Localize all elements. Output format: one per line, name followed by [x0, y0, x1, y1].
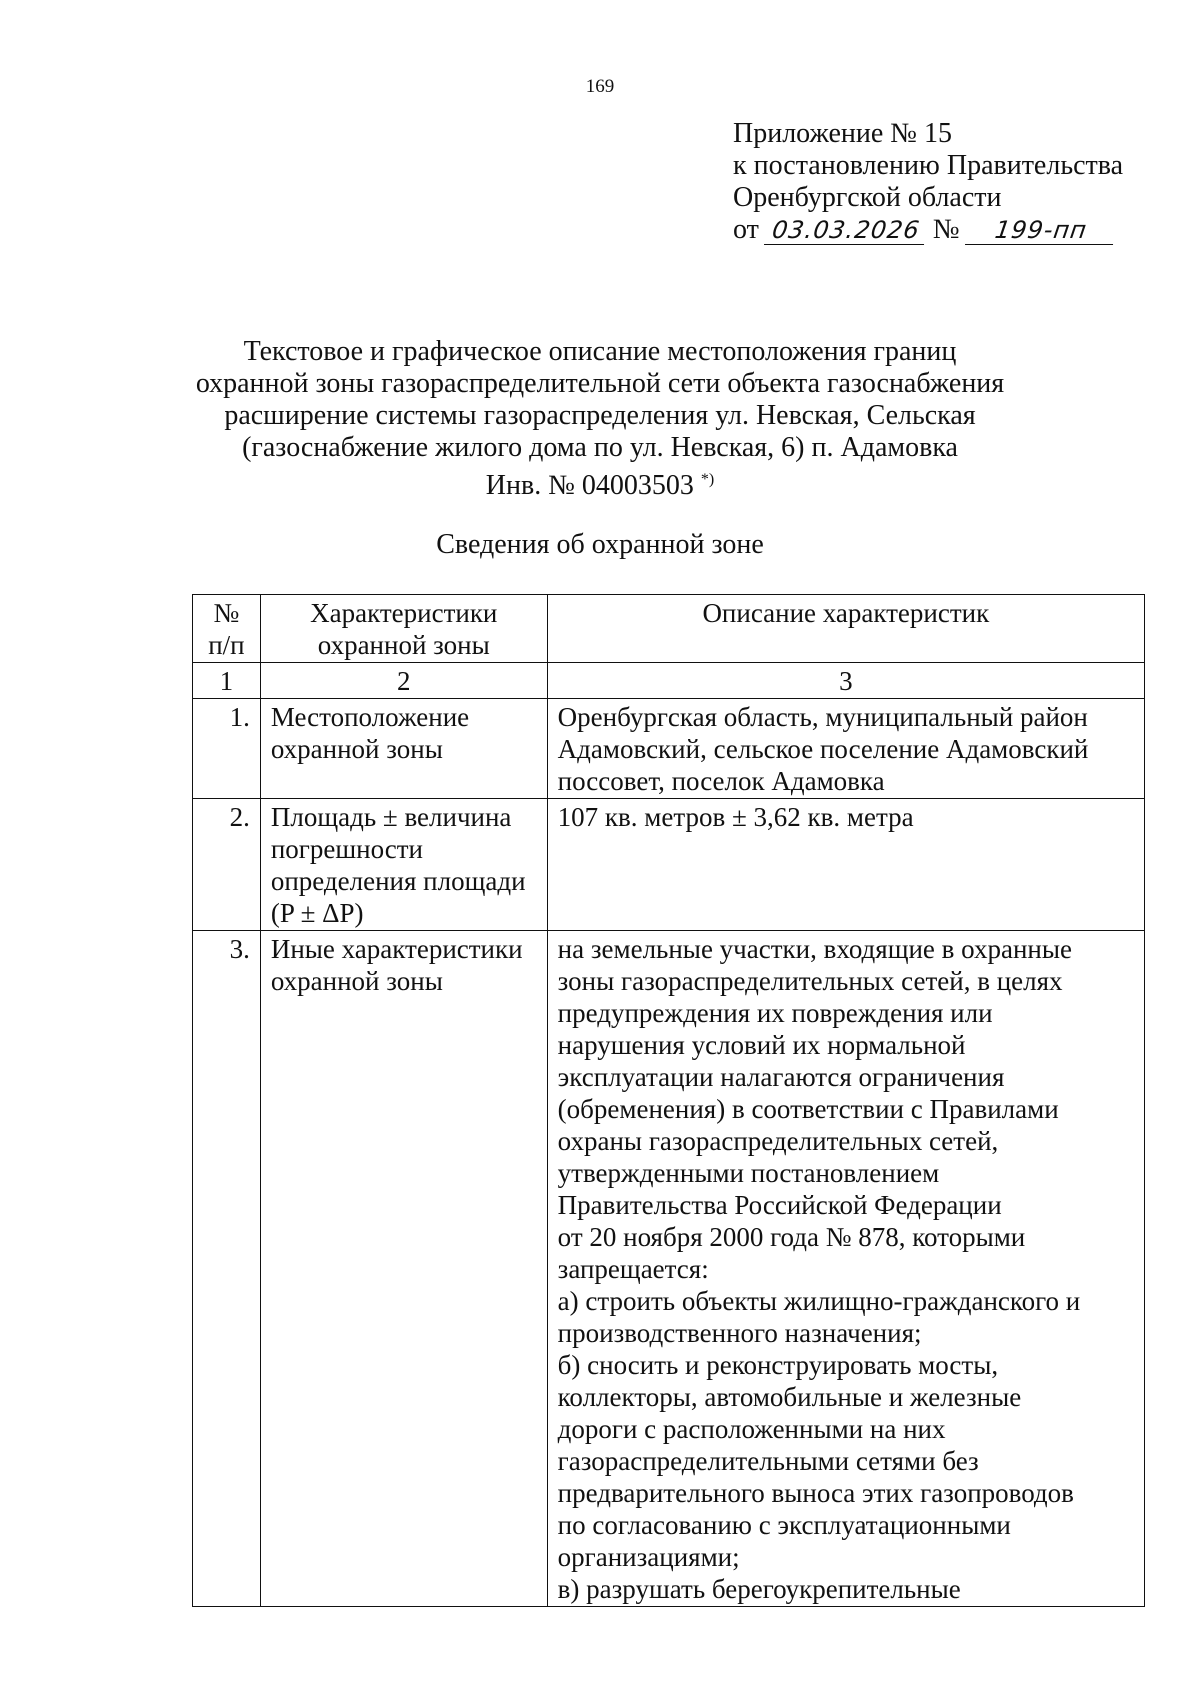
table-row	[193, 699, 1145, 799]
row-number: 1.	[193, 699, 261, 799]
cell-line: охранной зоны	[270, 734, 443, 764]
handwritten-date: 03.03.2026	[764, 216, 928, 245]
row-characteristic	[260, 931, 547, 1607]
column-number-row	[193, 663, 1145, 699]
row-description	[547, 931, 1144, 1607]
title-line-3: расширение системы газораспределения ул. Невская, Сельская	[224, 400, 976, 431]
cell-line: (обременения) в соответствии с Правилами	[557, 1094, 1059, 1124]
cell-line: Площадь ± величина	[270, 802, 512, 832]
cell-line: Правительства Российской Федерации	[557, 1190, 1002, 1220]
cell-line: б) сносить и реконструировать мосты,	[557, 1350, 999, 1380]
row-number: 2.	[193, 799, 261, 931]
cell-line: предупреждения их повреждения или	[557, 998, 993, 1028]
title-line-5	[0, 464, 1200, 502]
appendix-line-2: к постановлению Правительства	[733, 150, 1124, 181]
cell-line: погрешности	[270, 834, 423, 864]
header-text: охранной зоны	[317, 630, 490, 660]
cell-line: (P ± ΔP)	[270, 898, 364, 928]
section-subtitle: Сведения об охранной зоне	[436, 529, 764, 560]
cell-line: утвержденными постановлением	[557, 1158, 940, 1188]
row-description	[547, 699, 1144, 799]
appendix-line-1: Приложение № 15	[733, 118, 952, 149]
column-number: 1	[193, 663, 261, 699]
cell-line: предварительного выноса этих газопроводов	[557, 1478, 1074, 1508]
document-title	[0, 336, 1200, 502]
header-text: Описание характеристик	[702, 598, 990, 628]
title-line-2: охранной зоны газораспределительной сети объекта газоснабжения	[195, 368, 1005, 399]
cell-line: организациями;	[557, 1542, 740, 1572]
cell-line: Иные характеристики	[270, 934, 523, 964]
cell-line: Адамовский, сельское поселение Адамовский	[557, 734, 1089, 764]
cell-line: в) разрушать берегоукрепительные	[557, 1574, 961, 1604]
cell-line: охранной зоны	[270, 966, 443, 996]
column-number: 2	[260, 663, 547, 699]
row-description	[547, 799, 1144, 931]
inventory-number: Инв. № 04003503	[485, 470, 694, 501]
cell-line: зоны газораспределительных сетей, в целях	[557, 966, 1063, 996]
cell-line: газораспределительными сетями без	[557, 1446, 979, 1476]
cell-line: охраны газораспределительных сетей,	[557, 1126, 999, 1156]
cell-line: поссовет, поселок Адамовка	[557, 766, 885, 796]
cell-line: дороги с расположенными на них	[557, 1414, 946, 1444]
cell-line: производственного назначения;	[557, 1318, 922, 1348]
cell-line: запрещается:	[557, 1254, 709, 1284]
row-number: 3.	[193, 931, 261, 1607]
date-prefix: от	[733, 214, 759, 245]
header-col-characteristics	[260, 595, 547, 663]
table-row	[193, 931, 1145, 1607]
row-characteristic	[260, 699, 547, 799]
appendix-header	[733, 118, 1173, 246]
header-col-description	[547, 595, 1144, 663]
cell-line: по согласованию с эксплуатационными	[557, 1510, 1011, 1540]
footnote-mark: *)	[700, 471, 715, 488]
cell-line: Местоположение	[270, 702, 470, 732]
column-number: 3	[547, 663, 1144, 699]
header-col-number	[193, 595, 261, 663]
table-header-row	[193, 595, 1145, 663]
cell-line: 107 кв. метров ± 3,62 кв. метра	[557, 802, 914, 832]
cell-line: коллекторы, автомобильные и железные	[557, 1382, 1022, 1412]
handwritten-number: 199-пп	[965, 216, 1117, 245]
appendix-date-line	[733, 214, 1173, 246]
table-row	[193, 799, 1145, 931]
cell-line: нарушения условий их нормальной	[557, 1030, 966, 1060]
header-text: №	[213, 598, 240, 628]
cell-line: Оренбургская область, муниципальный район	[557, 702, 1088, 732]
page-number: 169	[585, 76, 615, 97]
cell-line: определения площади	[270, 866, 526, 896]
cell-line: от 20 ноября 2000 года № 878, которыми	[557, 1222, 1026, 1252]
cell-line: на земельные участки, входящие в охранные	[557, 934, 1073, 964]
title-line-1: Текстовое и графическое описание местоположения границ	[243, 336, 957, 367]
number-prefix: №	[932, 214, 960, 245]
protection-zone-table	[192, 594, 1145, 1607]
header-text: п/п	[208, 630, 245, 660]
cell-line: а) строить объекты жилищно-гражданского и	[557, 1286, 1081, 1316]
title-line-4: (газоснабжение жилого дома по ул. Невская, 6) п. Адамовка	[242, 432, 958, 463]
header-text: Характеристики	[310, 598, 498, 628]
appendix-line-3: Оренбургской области	[733, 182, 1002, 213]
cell-line: эксплуатации налагаются ограничения	[557, 1062, 1005, 1092]
row-characteristic	[260, 799, 547, 931]
